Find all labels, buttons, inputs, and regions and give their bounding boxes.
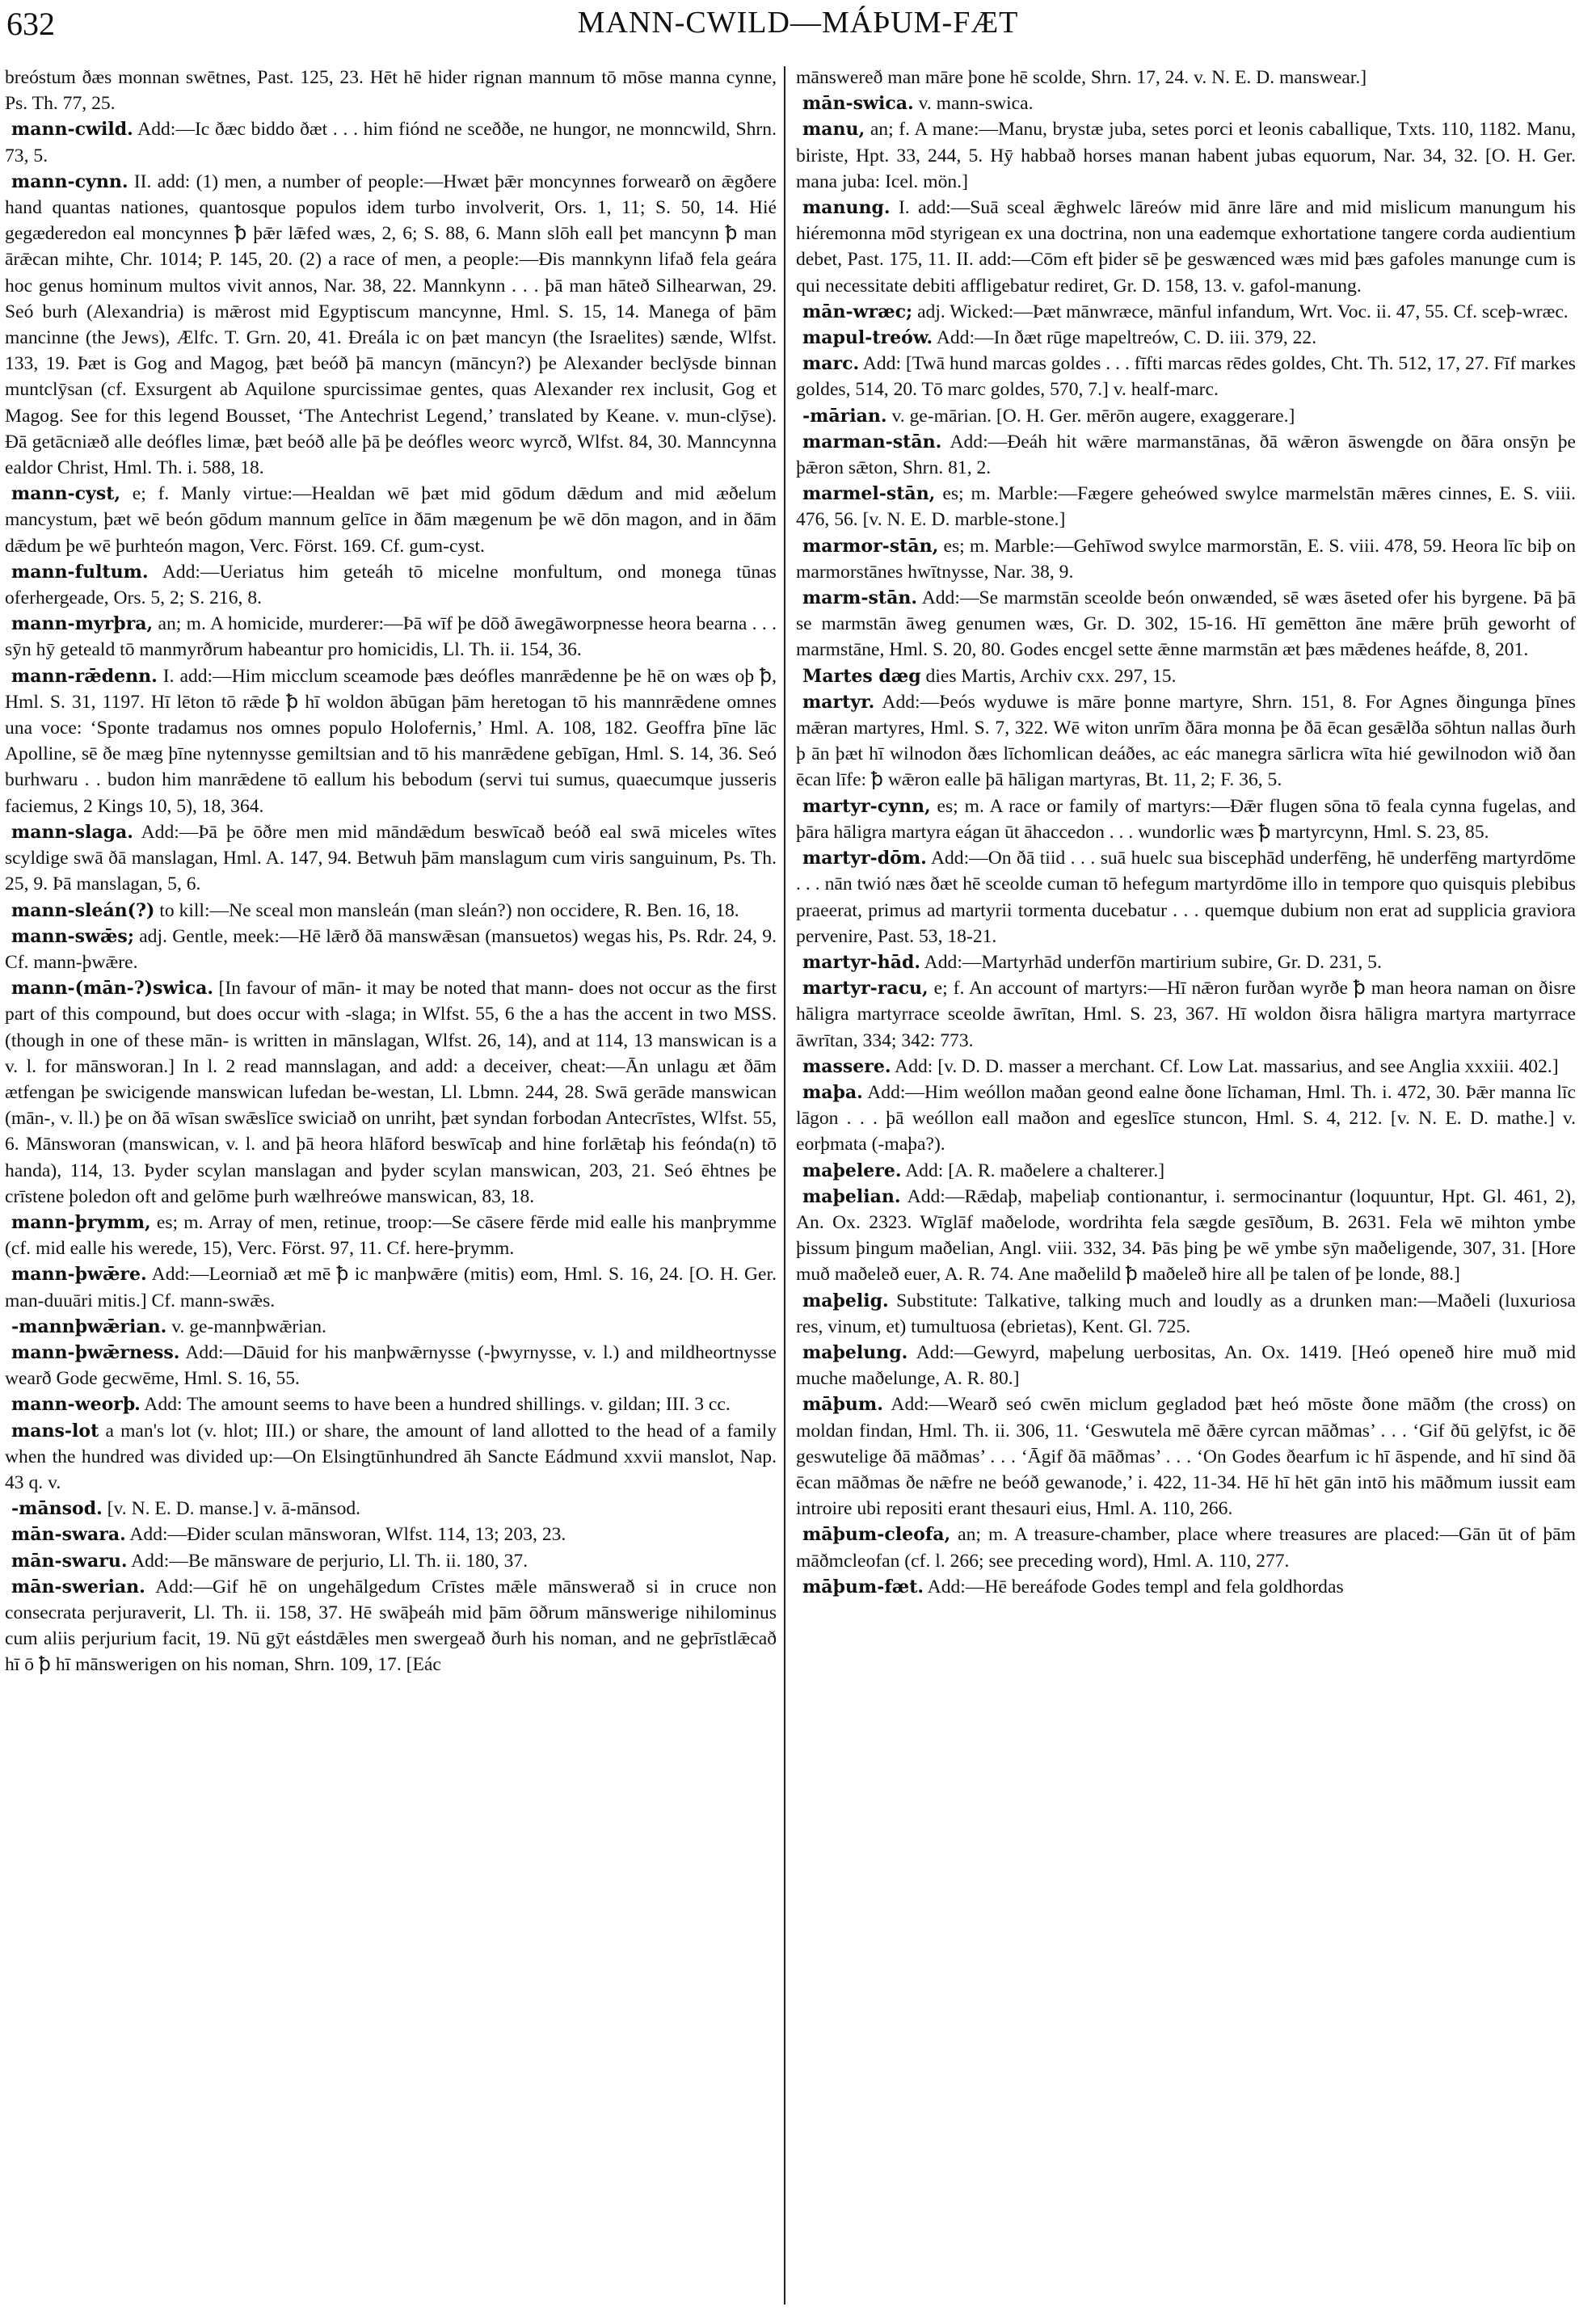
headword: mann-þrymm, [11,1211,151,1233]
dictionary-entry [5,1418,777,1496]
dictionary-entry [796,91,1576,116]
headword: mān-swara. [11,1524,126,1546]
headword: mans-lot [11,1420,99,1442]
headword: mann-slaga. [11,821,133,843]
page-number: 632 [6,6,55,42]
dictionary-entry [5,1574,777,1678]
dictionary-entry [796,949,1576,975]
dictionary-entry [796,975,1576,1054]
entry-text: Add:—Þeós wyduwe is māre þonne martyre, Shrn. 151, 8. For Agnes ðingunga þīnes mǣran martyres, Hml. S. 7, 322. Wē witon unrīm ðāra monna þe ðā ēcan gesǣlða sōhtun nallas ðurh þ ān þæt hī wilnodon ðæs līchomlican deáðes, ac eác manegra sārlicra wīta hié gewilnodon wið ðan ēcan līfe: ꝥ wǣron ealle þā hāligan martyras, Bt. 11, 2; F. 36, 5. [796,691,1576,791]
entry-text: dies Martis, Archiv cxx. 297, 15. [925,665,1177,687]
dictionary-entry [5,1210,777,1261]
headword: marmor-stān, [802,535,939,557]
dictionary-entry [5,1314,777,1340]
entry-text: an; m. A treasure-chamber, place where treasures are placed:—Gān ūt of þām māðmcleofan (cf. l. 266; see preceding word), Hml. A. 110, 277. [796,1524,1576,1572]
entry-text: breóstum ðæs monnan swētnes, Past. 125, 23. Hēt hē hider rignan mannum tō mōse manna cynne, Ps. Th. 77, 25. [5,67,777,115]
entry-text: es; m. A race or family of martyrs:—Ðǣr flugen sōna tō feala cynna fugelas, and þāra hāligra martyra eágan ūt āhaccedon . . . wundorlic wæs ꝥ martyrcynn, Hml. S. 23, 85. [796,795,1576,843]
entry-text: [In favour of mān- it may be noted that mann- does not occur as the first part of this compound, but does occur with -slaga; in Wlfst. 55, 6 the a has the accent in two MSS. (though in one of these mān- is written in mānslagan, Wlfst. 26, 14), and at 114, 13 manswican is a v. l. for mānsworan.] In l. 2 read mannslagan, and add: a deceiver, cheat:—Ān unlagu æt ðām ætfengan þe swicigende manswican lufedan be-westan, Ll. Lbmn. 244, 28. Swā gerāde manswican (mān-, v. ll.) þe on ðā wīsan swǣslīce swiciað on unriht, þæt syndan forbodan Antecrīstes, Wlfst. 55, 6. Mānsworan (manswican, v. l. and þā heora hlāford beswīcaþ and hine forlǣtaþ his feónda(n) tō handa), 114, 13. Þyder scylan manslagan and þyder scylan manswican, 203, 21. Seó ēhtnes þe crīstene þoledon oft and gelōme þurh wælhreówe manswican, 83, 18. [5,978,777,1207]
dictionary-entry [796,116,1576,195]
dictionary-entry [5,1340,777,1391]
headword: manu, [802,119,865,141]
left-column [5,65,777,1678]
headword: mān-swica. [802,93,914,115]
headword: mann-cwild. [11,119,133,141]
entry-text: Add:—Hē bereáfode Godes templ and fela goldhordas [927,1576,1344,1597]
dictionary-entry [796,1522,1576,1573]
headword: māþum-fæt. [802,1576,924,1597]
column-divider [784,66,785,2305]
dictionary-entry [796,1054,1576,1080]
dictionary-entry [5,611,777,663]
dictionary-entry [5,1548,777,1574]
dictionary-entry [796,1184,1576,1288]
entry-text: to kill:—Ne sceal mon mansleán (man sleán?) non occidere, R. Ben. 16, 18. [159,899,739,921]
headword: marmel-stān, [802,483,936,505]
dictionary-entry [5,1391,777,1417]
entry-text: v. ge-mārian. [O. H. Ger. mērōn augere, exaggerare.] [891,405,1295,427]
dictionary-entry [796,1288,1576,1340]
entry-text: v. mann-swica. [918,93,1034,115]
dictionary-entry [796,1574,1576,1600]
entry-text: Add:—Gewyrd, maþelung uerbositas, An. Ox. 1419. [Heó openeð hire muð mid muche maðelunge, A. R. 80.] [796,1341,1576,1390]
entry-text: Add:—Ueriatus him geteáh tō micelne monfultum, ond monega tūnas oferhergeade, Ors. 5, 2; S. 216, 8. [5,561,777,609]
entry-text: Add:—Se marmstān sceolde beón onwænded, sē wæs āseted ofer his byrgene. Þā þā se marmstān āweg genumen wæs, Gr. D. 302, 15-16. Hī gemētton āne mǣre þrūh geworht of marmstāne, Hml. S. 20, 80. Godes encgel sette ǣnne marmstān æt þæs mǣdenes heáfde, 8, 201. [796,587,1576,661]
entry-text: Add:—Ðider sculan mānsworan, Wlfst. 114, 13; 203, 23. [129,1524,566,1546]
dictionary-entry [796,481,1576,532]
dictionary-entry [796,1391,1576,1522]
entry-text: Add: [v. D. D. masser a merchant. Cf. Low Lat. massarius, and see Anglia xxxiii. 402.] [895,1055,1559,1077]
headword: -mānsod. [11,1498,103,1520]
headword: mann-sleán(?) [11,899,155,921]
dictionary-entry [5,559,777,611]
headword: maþa. [802,1081,863,1103]
headword: massere. [802,1055,891,1077]
entry-text: mānswereð man māre þone hē scolde, Shrn. 17, 24. v. N. E. D. manswear.] [796,67,1367,88]
headword: mann-fultum. [11,561,149,583]
headword: martyr-hād. [802,951,921,973]
dictionary-entry [5,1496,777,1522]
headword: mann-rǣdenn. [11,665,158,687]
headword: manung. [802,197,891,219]
entry-text: es; m. Marble:—Fægere geheówed swylce marmelstān mǣres cinnes, E. S. viii. 476, 56. [v. N. E. D. marble-stone.] [796,483,1576,531]
headword: martyr. [802,691,875,713]
entry-text: Add:—Rǣdaþ, maþeliaþ contionantur, i. sermocinantur (loquuntur, Hpt. Gl. 461, 2), An. Ox. 2323. Wīglāf maðelode, wordrihta fela sægde gesīðum, B. 2631. Fela wē mihton ymbe þissum þingum maðelian, Angl. viii. 332, 34. Þās þing þe wē ymbe sȳn maðeligende, 307, 31. [Hore muð maðeleð euer, A. R. 74. Ane maðelild ꝥ maðeleð hire all þe talen of þe londe, 88.] [796,1185,1576,1286]
headword: mann-þwǣre. [11,1264,147,1286]
entry-text: Add:—Ic ðæc biddo ðæt . . . him fiónd ne sceððe, ne hungor, ne monncwild, Shrn. 73, 5. [5,119,777,166]
entry-text: Add: The amount seems to have been a hundred shillings. v. gildan; III. 3 cc. [144,1394,731,1416]
dictionary-entry [796,1340,1576,1391]
headword: mann-(mān-?)swica. [11,978,214,1000]
entry-text: adj. Wicked:—Þæt mānwræce, mānful infandum, Wrt. Voc. ii. 47, 55. Cf. sceþ-wræc. [917,301,1569,322]
headword: marc. [802,353,860,375]
dictionary-entry [796,1080,1576,1158]
entry-text: e; f. An account of martyrs:—Hī nǣron furðan wyrðe ꝥ man heora naman on ðisre hāligra martyrrace sceolde āwrītan, Hml. S. 23, 367. Hī woldon ðisra hāligra martyra martyrrace āwrītan, 334; 342: 773. [796,978,1576,1051]
dictionary-entry [796,1158,1576,1184]
headword: -mārian. [802,405,887,427]
dictionary-entry [796,429,1576,481]
headword: mann-cyst, [11,483,121,505]
dictionary-entry [796,585,1576,663]
dictionary-entry [5,116,777,168]
entry-text: e; f. Manly virtue:—Healdan wē þæt mid gōdum dǣdum and mid æðelum mancystum, þæt wē beón gōdum mannum gelīce in ðām mægenum þe wē dōn magon, and in ðām dǣdum þe wē þurhteón magon, Verc. Först. 169. Cf. gum-cyst. [5,483,777,557]
entry-continuation [5,65,777,116]
headword: mann-þwǣrness. [11,1341,180,1363]
entry-text: Add:—Dāuid for his manþwǣrnysse (-þwyrnysse, v. l.) and mildheortnysse wearð Gode gecwēme, Hml. S. 16, 55. [5,1341,777,1390]
dictionary-entry [796,663,1576,689]
headword: -mannþwǣrian. [11,1315,167,1337]
headword: martyr-cynn, [802,795,931,817]
entry-continuation [796,65,1576,91]
entry-text: [v. N. E. D. manse.] v. ā-mānsod. [107,1498,361,1520]
page-title: MANN-CWILD—MÁÞUM-FÆT [577,6,1019,40]
headword: mān-swaru. [11,1550,128,1572]
entry-text: es; m. Array of men, retinue, troop:—Se cāsere fērde mid ealle his manþrymme (cf. mid ealle his werede, 15), Verc. Först. 97, 11. Cf. here-þrymm. [5,1211,777,1260]
headword: mann-weorþ. [11,1394,141,1416]
entry-text: Add:—Wearð seó cwēn miclum gegladod þæt heó mōste ðone māðm (the cross) on moldan findan, Hml. Th. ii. 306, 11. ‘Geswutela mē ðǣre cyrcan māðmas’ . . . ‘Gif ðū gelȳfst, ic ðē geswutelige ðā māðmas’ . . . ‘Āgif ðā māðmas’ . . . ‘On Godes ðearfum ic hī āspende, and hī sind ðā ēcan māðmas ðe nǣfre ne beóð gewanode,’ i. 422, 11-34. Hē hī hēt gān intō his māðmum iussit eam introire ubi repositi erant thesauri eius, Hml. A. 110, 266. [796,1394,1576,1520]
dictionary-entry [5,481,777,559]
entry-text: Add: [Twā hund marcas goldes . . . fīfti marcas rēdes goldes, Cht. Th. 512, 17, 27. Fīf markes goldes, 514, 20. Tō marc goldes, 570, 7.] v. healf-marc. [796,353,1576,401]
entry-text: es; m. Marble:—Gehīwod swylce marmorstān, E. S. viii. 478, 59. Heora līc biþ on marmorstānes hwītnysse, Nar. 38, 9. [796,535,1576,583]
dictionary-entry [796,299,1576,325]
dictionary-entry [796,403,1576,429]
dictionary-entry [796,325,1576,351]
headword: maþelere. [802,1160,902,1181]
entry-text: adj. Gentle, meek:—Hē lǣrð ðā manswǣsan (mansuetos) wegas his, Ps. Rdr. 24, 9. Cf. mann-þwǣre. [5,925,777,973]
entry-text: Add:—In ðæt rūge mapeltreów, C. D. iii. 379, 22. [936,327,1317,349]
entry-text: Add:—Þā þe ōðre men mid māndǣdum beswīcað beóð eal swā miceles wītes scyldige swā ðā manslagan, Hml. A. 147, 94. Betwuh þām manslagum cum viris sanguinum, Ps. Th. 25, 9. Þā manslagan, 5, 6. [5,821,777,895]
headword: marman-stān. [802,431,942,453]
headword: mann-myrþra, [11,613,154,635]
headword: mān-wræc; [802,301,913,322]
dictionary-entry [796,845,1576,949]
entry-text: Add:—Martyrhād underfōn martirium subire, Gr. D. 231, 5. [924,951,1382,973]
headword: maþelian. [802,1185,901,1207]
dictionary-entry [5,1522,777,1547]
right-column [796,65,1576,1600]
entry-text: I. add:—Him micclum sceamode þæs deófles manrǣdenne þe hē on wæs oþ ꝥ, Hml. S. 31, 1197. Hī lēton tō rǣde ꝥ hī woldon ābūgan þām heretogan tō his mannrǣdene omnes una voce: ‘Sponte tradamus nos omnes populo Holofernis,’ Hml. A. 108, 182. Geoffra þīne lāc Apolline, sē ðe mæg þīne nytennysse gemiltsian and tō his manrǣdene gebīgan, Hml. S. 14, 36. Seó burhwaru . . budon him manrǣdene tō eallum his bebodum (servi tui sumus, quaecumque jusseris faciemus, 2 Kings 10, 5), 18, 364. [5,665,777,817]
entry-text: Add:—Ðeáh hit wǣre marmanstānas, ðā wǣron āswengde on ðāra onsȳn þe þǣron sǣton, Shrn. 81, 2. [796,431,1576,479]
dictionary-entry [796,351,1576,402]
dictionary-entry [796,195,1576,299]
dictionary-entry [796,533,1576,585]
entry-text: Add:—Be mānsware de perjurio, Ll. Th. ii. 180, 37. [131,1550,528,1572]
headword: māþum. [802,1394,883,1416]
headword: mān-swerian. [11,1576,145,1597]
entry-text: Add:—Gif hē on ungehālgedum Crīstes mǣle mānswerað si in cruce non consecrata perjuraverit, Ll. Th. ii. 158, 37. Hē swāþeáh mid þām ōðrum mānswerige nihilominus cum aliis perjurium facit, 19. Nū gȳt eástdǣles men swergeað ðurh his noman, and ne geþrīstlǣcað hī ō ꝥ hī mānswerigen on his noman, Shrn. 109, 17. [Eác [5,1576,777,1676]
dictionary-entry [5,924,777,975]
entry-text: Add:—On ðā tiid . . . suā huelc sua biscephād underfēng, hē underfēng martyrdōme . . . nān twió næs ðæt hē sceolde cuman tō hefegum martyrdōme illo in tempore quo quisquis plebibus praeerat, primus ad martyrii tormenta ducebatur . . . quemque dubium non erat ad supplicia graviora pervenire, Past. 53, 18-21. [796,848,1576,947]
dictionary-entry [796,689,1576,793]
headword: mapul-treów. [802,327,933,349]
dictionary-entry [5,169,777,481]
headword: martyr-racu, [802,978,929,1000]
headword: marm-stān. [802,587,917,609]
dictionary-entry [5,975,777,1210]
page-header [0,5,1596,53]
entry-text: v. ge-mannþwǣrian. [171,1315,326,1337]
headword: mann-cynn. [11,170,128,192]
headword: māþum-cleofa, [802,1524,951,1546]
headword: maþelig. [802,1290,889,1311]
entry-text: an; f. A mane:—Manu, brystæ juba, setes porci et leonis caballique, Txts. 110, 1182. Manu, biriste, Hpt. 33, 244, 5. Hȳ habbað horses manan habent jubas equorum, Nar. 34, 32. [O. H. Ger. mana juba: Icel. mön.] [796,119,1576,192]
headword: martyr-dōm. [802,848,927,869]
entry-text: II. add: (1) men, a number of people:—Hwæt þǣr moncynnes forwearð on ǣgðere hand quantas nationes, quantosque populos idem turbo involverit, Ors. 1, 11; S. 50, 14. Hié gegæderedon eal moncynnes ꝥ þǣr lǣfed wæs, 2, 6; S. 88, 6. Mann slōh eall þet mancynn ꝥ man ārǣcan mihte, Chr. 1014; P. 145, 20. (2) a race of men, a people:—Ðis mannkynn lifað fela geára hoc genus hominum multos vivit annos, Nar. 38, 22. Mannkynn . . . þā man hāteð Silhearwan, 29. Seó burh (Alexandria) is mǣrost mid Egyptiscum mancynne, Hml. S. 15, 14. Manega of þām mancinne (the Jews), Ælfc. T. Grn. 20, 41. Ðreála ic on þæt mancyn (the Israelites) sænde, Wlfst. 133, 19. Þæt is Gog and Magog, þæt beóð þā mancyn (māncyn?) þe Alexander beclȳsde binnan muntclȳsan (cf. Exsurgent ab Aquilone spurcissimae gentes, quas Alexander rex inclusit, Gog et Magog. See for this legend Bousset, ‘The Antechrist Legend,’ translated by Keane. v. mun-clȳse). Ðā getācniæð alle deófles limæ, þæt beóð alle þā þe deófles weorc wyrcð, Wlfst. 84, 30. Manncynna ealdor Christ, Hml. Th. i. 588, 18. [5,170,777,479]
entry-text: Add:—Leorniað æt mē ꝥ ic manþwǣre (mitis) eom, Hml. S. 16, 24. [O. H. Ger. man-duuāri mitis.] Cf. mann-swǣs. [5,1264,777,1311]
dictionary-entry [796,793,1576,845]
headword: maþelung. [802,1341,908,1363]
dictionary-entry [5,1261,777,1313]
entry-text: a man's lot (v. hlot; III.) or share, the amount of land allotted to the head of a family when the hundred was divided up:—On Elsingtūnhundred āh Sancte Eádmund xxvii manslot, Nap. 43 q. v. [5,1420,777,1493]
entry-text: Add: [A. R. maðelere a chalterer.] [905,1160,1165,1181]
dictionary-entry [5,898,777,924]
entry-text: I. add:—Suā sceal ǣghwelc lāreów mid ānre lāre and mid mislicum manungum his hiéremonna mōd styrigean ex una doctrina, non una eademque exhortatione tangere corda audientium debet, Past. 175, 11. II. add:—Cōm eft þider sē þe geswænced wæs mid þæs gafoles manunge cum is qui necessitate debiti affligebatur rediret, Gr. D. 158, 13. v. gafol-manung. [796,197,1577,297]
headword: mann-swǣs; [11,925,134,947]
dictionary-entry [5,663,777,819]
dictionary-entry [5,819,777,898]
headword: Martes dæg [802,665,921,687]
entry-text: Add:—Him weóllon maðan geond ealne ðone līchaman, Hml. Th. i. 472, 30. Þǣr manna līc lāgon . . . þā weóllon eall maðon and egeslīce stuncon, Hml. S. 4, 212. [v. N. E. D. mathe.] v. eorþmata (-maþa?). [796,1081,1576,1156]
entry-text: Substitute: Talkative, talking much and loudly as a drunken man:—Maðeli (luxuriosa res, vinum, et) tumultuosa (ebrietas), Kent. Gl. 725. [796,1290,1576,1337]
entry-text: an; m. A homicide, murderer:—Þā wīf þe dōð āwegāworpnesse heora bearna . . . sȳn hȳ geteald tō manmyrðrum habeantur pro homicidis, Ll. Th. ii. 154, 36. [5,613,777,661]
